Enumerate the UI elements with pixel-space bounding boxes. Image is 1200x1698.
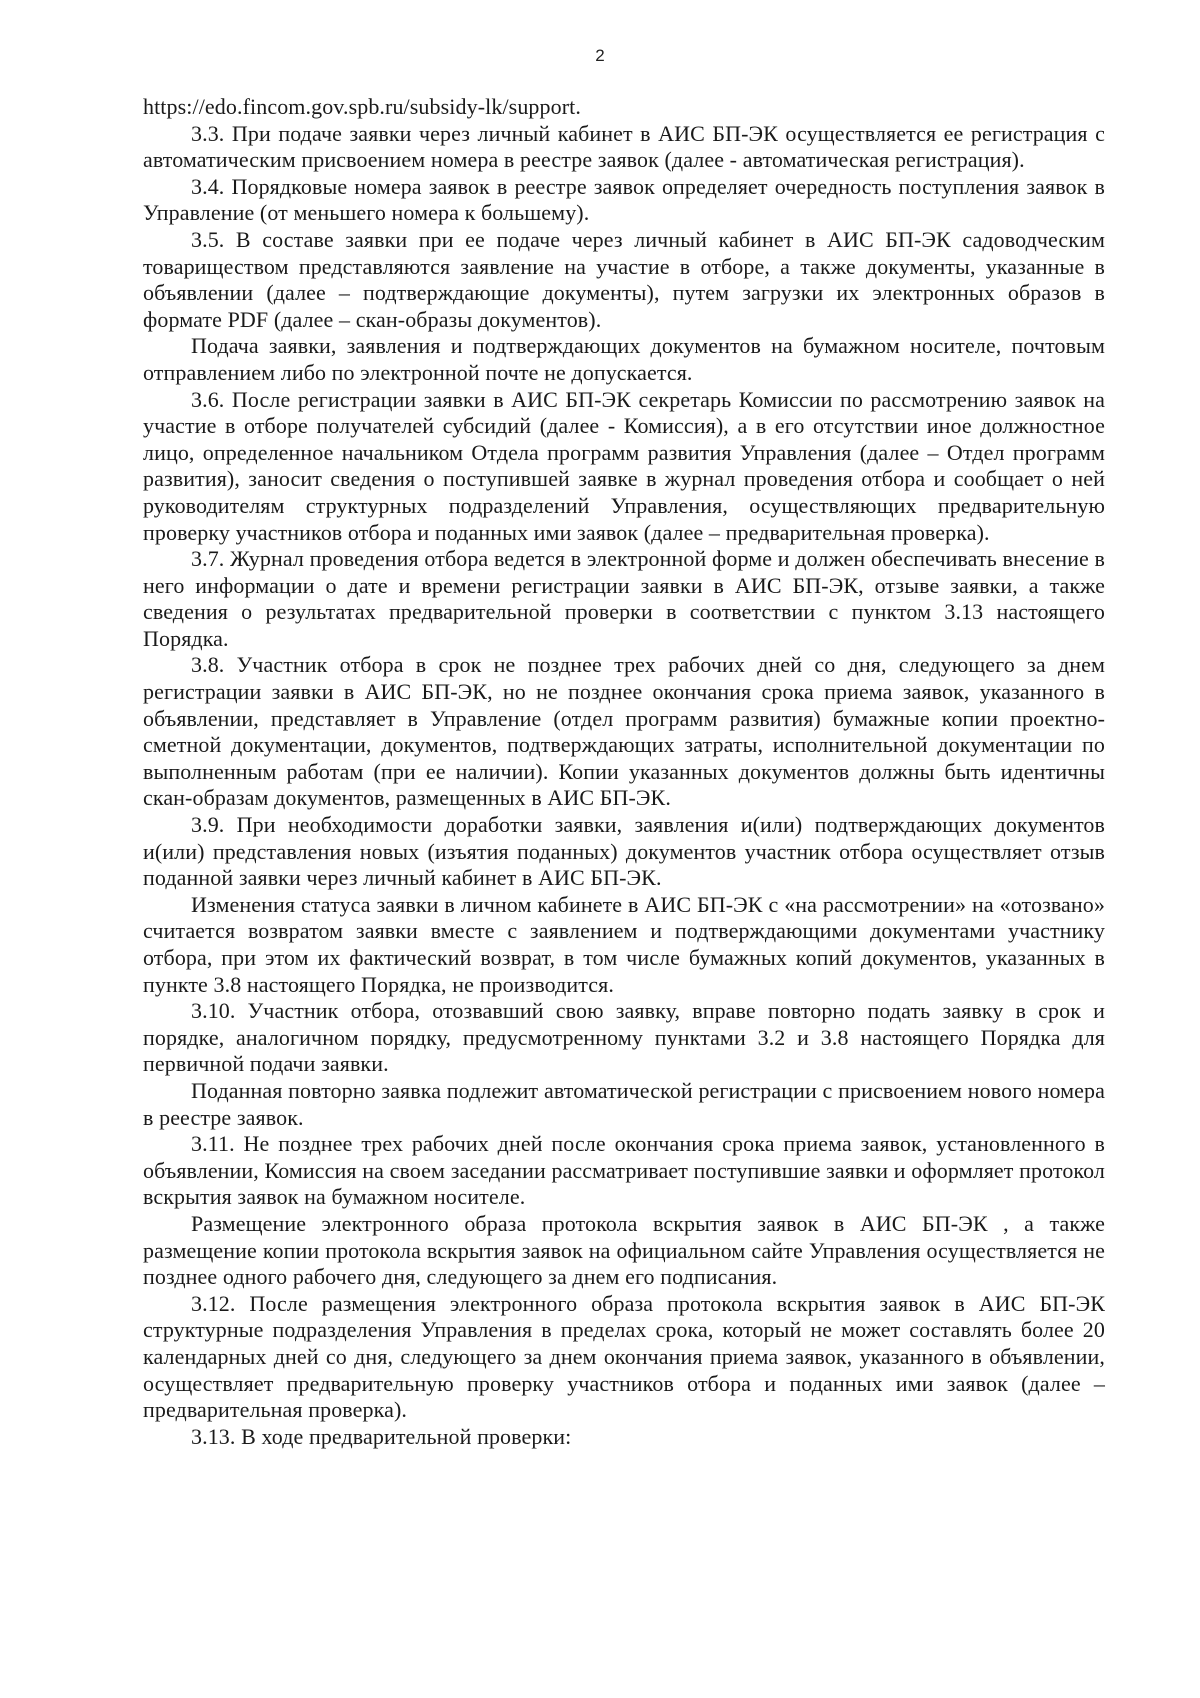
paragraph-3-13: 3.13. В ходе предварительной проверки: <box>191 1423 572 1449</box>
paragraph-3-9-continued: Изменения статуса заявки в личном кабинете в АИС БП-ЭК с «на рассмотрении» на «отозвано» считается возвратом заявки вместе с заявлением и подтверждающими документами участнику отбора, при этом их фактический возврат, в том числе бумажных копий документов, указанных в пункте 3.8 настоящего Порядка, не производится. <box>143 891 1105 997</box>
page-number: 2 <box>595 46 605 65</box>
paragraph-3-10-continued: Поданная повторно заявка подлежит автоматической регистрации с присвоением нового номера в реестре заявок. <box>143 1077 1105 1130</box>
paragraph-3-5: 3.5. В составе заявки при ее подаче через личный кабинет в АИС БП-ЭК садоводческим товариществом представляются заявление на участие в отборе, а также документы, указанные в объявлении (далее – подтверждающие документы), путем загрузки их электронных образов в формате PDF (далее – скан-образы документов). <box>143 226 1105 332</box>
document-body <box>143 94 1105 1450</box>
paragraph-3-6: 3.6. После регистрации заявки в АИС БП-ЭК секретарь Комиссии по рассмотрению заявок на участие в отборе получателей субсидий (далее - Комиссия), а в его отсутствии иное должностное лицо, определенное начальником Отдела программ развития Управления (далее – Отдел программ развития), заносит сведения о поступившей заявке в журнал проведения отбора и сообщает о ней руководителям структурных подразделений Управления, осуществляющих предварительную проверку участников отбора и поданных ими заявок (далее – предварительная проверка). <box>143 386 1105 545</box>
paragraph-3-10: 3.10. Участник отбора, отозвавший свою заявку, вправе повторно подать заявку в срок и порядке, аналогичном порядку, предусмотренному пунктами 3.2 и 3.8 настоящего Порядка для первичной подачи заявки. <box>143 998 1105 1077</box>
paragraph-3-11-continued: Размещение электронного образа протокола вскрытия заявок в АИС БП-ЭК , а также размещение копии протокола вскрытия заявок на официальном сайте Управления осуществляется не позднее одного рабочего дня, следующего за днем его подписания. <box>143 1210 1105 1290</box>
paragraph-3-5-continued: Подача заявки, заявления и подтверждающих документов на бумажном носителе, почтовым отправлением либо по электронной почте не допускается. <box>143 333 1105 385</box>
paragraph-3-8: 3.8. Участник отбора в срок не позднее трех рабочих дней со дня, следующего за днем регистрации заявки в АИС БП-ЭК, но не позднее окончания срока приема заявок, указанного в объявлении, представляет в Управление (отдел программ развития) бумажные копии проектно-сметной документации, документов, подтверждающих затраты, исполнительной документации по выполненным работам (при ее наличии). Копии указанных документов должны быть идентичны скан-образам документов, размещенных в АИС БП-ЭК. <box>143 652 1105 811</box>
paragraph-3-7: 3.7. Журнал проведения отбора ведется в электронной форме и должен обеспечивать внесение в него информации о дате и времени регистрации заявки в АИС БП-ЭК, отзыве заявки, а также сведения о результатах предварительной проверки в соответствии с пунктом 3.13 настоящего Порядка. <box>143 546 1105 651</box>
paragraph-3-3: 3.3. При подаче заявки через личный кабинет в АИС БП-ЭК осуществляется ее регистрация с автоматическим присвоением номера в реестре заявок (далее - автоматическая регистрация). <box>143 120 1105 173</box>
paragraph-3-9: 3.9. При необходимости доработки заявки, заявления и(или) подтверждающих документов и(или) представления новых (изъятия поданных) документов участник отбора осуществляет отзыв поданной заявки через личный кабинет в АИС БП-ЭК. <box>143 812 1105 891</box>
paragraph-3-4: 3.4. Порядковые номера заявок в реестре заявок определяет очередность поступления заявок в Управление (от меньшего номера к большему). <box>143 173 1105 226</box>
paragraph-3-12: 3.12. После размещения электронного образа протокола вскрытия заявок в АИС БП-ЭК структурные подразделения Управления в пределах срока, который не может составлять более 20 календарных дней со дня, следующего за днем окончания приема заявок, указанного в объявлении, осуществляет предварительную проверку участников отбора и поданных ими заявок (далее – предварительная проверка). <box>143 1290 1105 1423</box>
support-url: https://edo.fincom.gov.spb.ru/subsidy-lk/support. <box>143 94 581 119</box>
paragraph-3-11: 3.11. Не позднее трех рабочих дней после окончания срока приема заявок, установленного в объявлении, Комиссия на своем заседании рассматривает поступившие заявки и оформляет протокол вскрытия заявок на бумажном носителе. <box>143 1131 1105 1210</box>
